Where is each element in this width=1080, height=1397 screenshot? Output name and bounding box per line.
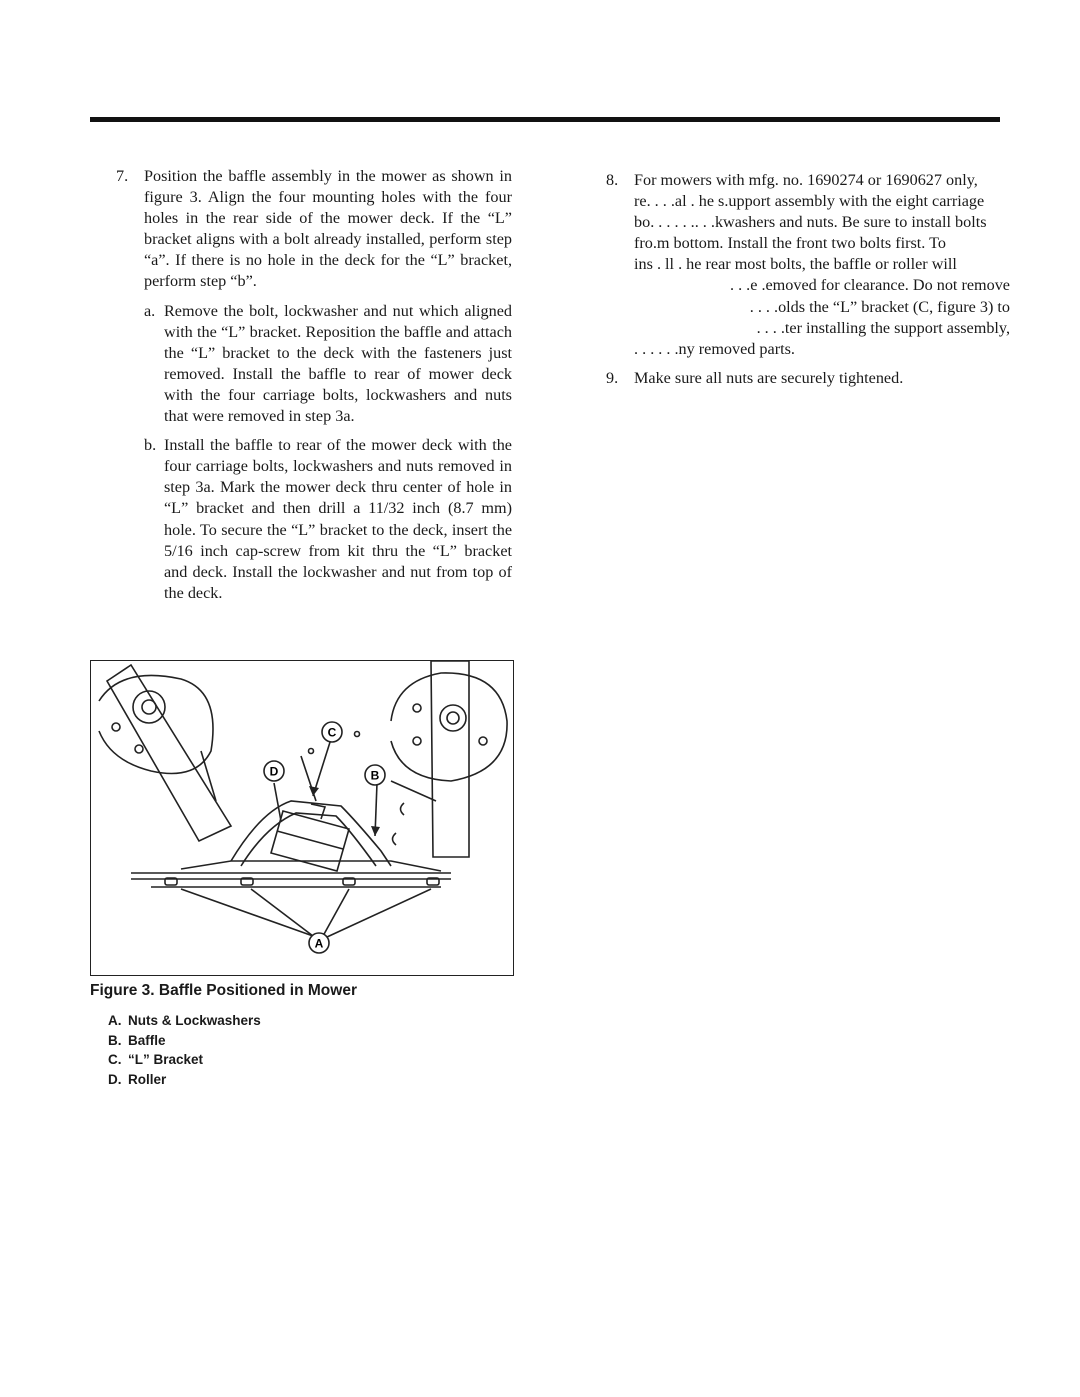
step-7a-text: Remove the bolt, lockwasher and nut which aligned with the “L” bracket. Reposition the baffle and attach the “L” bracket to the deck with the fasteners just removed. Install the baffle to rear of mower deck with the four carriage bolts, lockwashers and nuts that were removed in step 3a.	[164, 301, 512, 426]
step-8-line-3: bo. . . . . .. . .kwashers and nuts. Be sure to install bolts	[634, 213, 987, 232]
step-7b-text: Install the baffle to rear of the mower deck with the four carriage bolts, lockwashers and nuts removed in step 3a. Mark the mower deck thru center of hole in “L” bracket and then drill a 11/32 inch (8.7 mm) hole. To secure the “L” bracket to the deck, insert the 5/16 inch cap-screw from kit thru the “L” bracket and deck. Install the lockwasher and nut from top of the deck.	[164, 436, 512, 602]
step-7-number: 7.	[116, 167, 129, 185]
leader-a-4	[327, 889, 431, 937]
legend-key: B.	[108, 1032, 122, 1048]
left-column	[116, 166, 512, 612]
figure-caption: Figure 3. Baffle Positioned in Mower	[90, 982, 357, 999]
leader-a-2	[251, 889, 313, 936]
right-column	[606, 170, 1010, 397]
step-8-line-5: ins . ll . he rear most bolts, the baffle or roller will	[634, 255, 957, 274]
legend-label: Roller	[128, 1071, 167, 1087]
legend-item	[108, 1070, 261, 1090]
callout-d-label: D	[269, 764, 279, 779]
callout-c-label: C	[327, 725, 337, 740]
legend-item	[108, 1011, 261, 1031]
legend-label: “L” Bracket	[128, 1052, 204, 1067]
leader-d	[274, 783, 281, 821]
step-8-number: 8.	[606, 171, 619, 189]
mower-deck-drawing	[91, 661, 513, 975]
figure-legend	[108, 1011, 261, 1089]
header-rule	[90, 117, 1000, 122]
legend-item	[108, 1050, 261, 1070]
step-8-line-7: . . . .olds the “L” bracket (C, figure 3) to	[749, 297, 1010, 316]
legend-key: A.	[108, 1013, 122, 1028]
step-8-line-1: For mowers with mfg. no. 1690274 or 1690627 only,	[634, 171, 978, 189]
step-8-line-6: . . .e .emoved for clearance. Do not remove	[729, 276, 1010, 295]
right-blade	[431, 661, 469, 857]
step-9-number: 9.	[606, 368, 619, 387]
legend-item	[108, 1031, 261, 1051]
baffle-outline	[231, 801, 391, 866]
right-pulley-outline	[391, 673, 507, 781]
step-9-text: Make sure all nuts are securely tightened.	[634, 368, 904, 387]
step-7b-letter: b.	[144, 436, 157, 455]
legend-label: Baffle	[128, 1032, 166, 1048]
step-8	[606, 170, 1010, 360]
right-spindle-hub	[440, 705, 466, 731]
callout-b-label: B	[370, 768, 380, 783]
legend-label: Nuts & Lockwashers	[128, 1013, 261, 1028]
step-9	[606, 368, 1010, 389]
left-blade	[107, 665, 231, 841]
step-8-line-4: fro.m bottom. Install the front two bolts first. To	[634, 234, 946, 253]
legend-key: C.	[108, 1052, 122, 1067]
callout-a-label: A	[314, 936, 324, 951]
left-pulley-outline	[99, 675, 213, 773]
figure-3-illustration	[90, 660, 514, 976]
legend-key: D.	[108, 1071, 122, 1087]
step-8-line-2: re. . . .al . he s.upport assembly with the eight carriage	[634, 192, 985, 211]
step-7-text: Position the baffle assembly in the mower as shown in figure 3. Align the four mounting holes with the four holes in the rear side of the mower deck. If the “L” bracket aligns with a bolt already installed, perform step “a”. If there is no hole in the deck for the “L” bracket, perform step “b”.	[144, 167, 512, 291]
step-7a-letter: a.	[144, 301, 156, 320]
left-spindle-hub	[133, 691, 165, 723]
leader-a-1	[181, 889, 313, 936]
step-7	[116, 166, 512, 293]
step-7b	[116, 435, 512, 604]
step-8-line-8: . . . .ter installing the support assembly,	[756, 318, 1010, 337]
step-8-line-9: . . . . . .ny removed parts.	[634, 339, 795, 358]
step-7a	[116, 301, 512, 428]
